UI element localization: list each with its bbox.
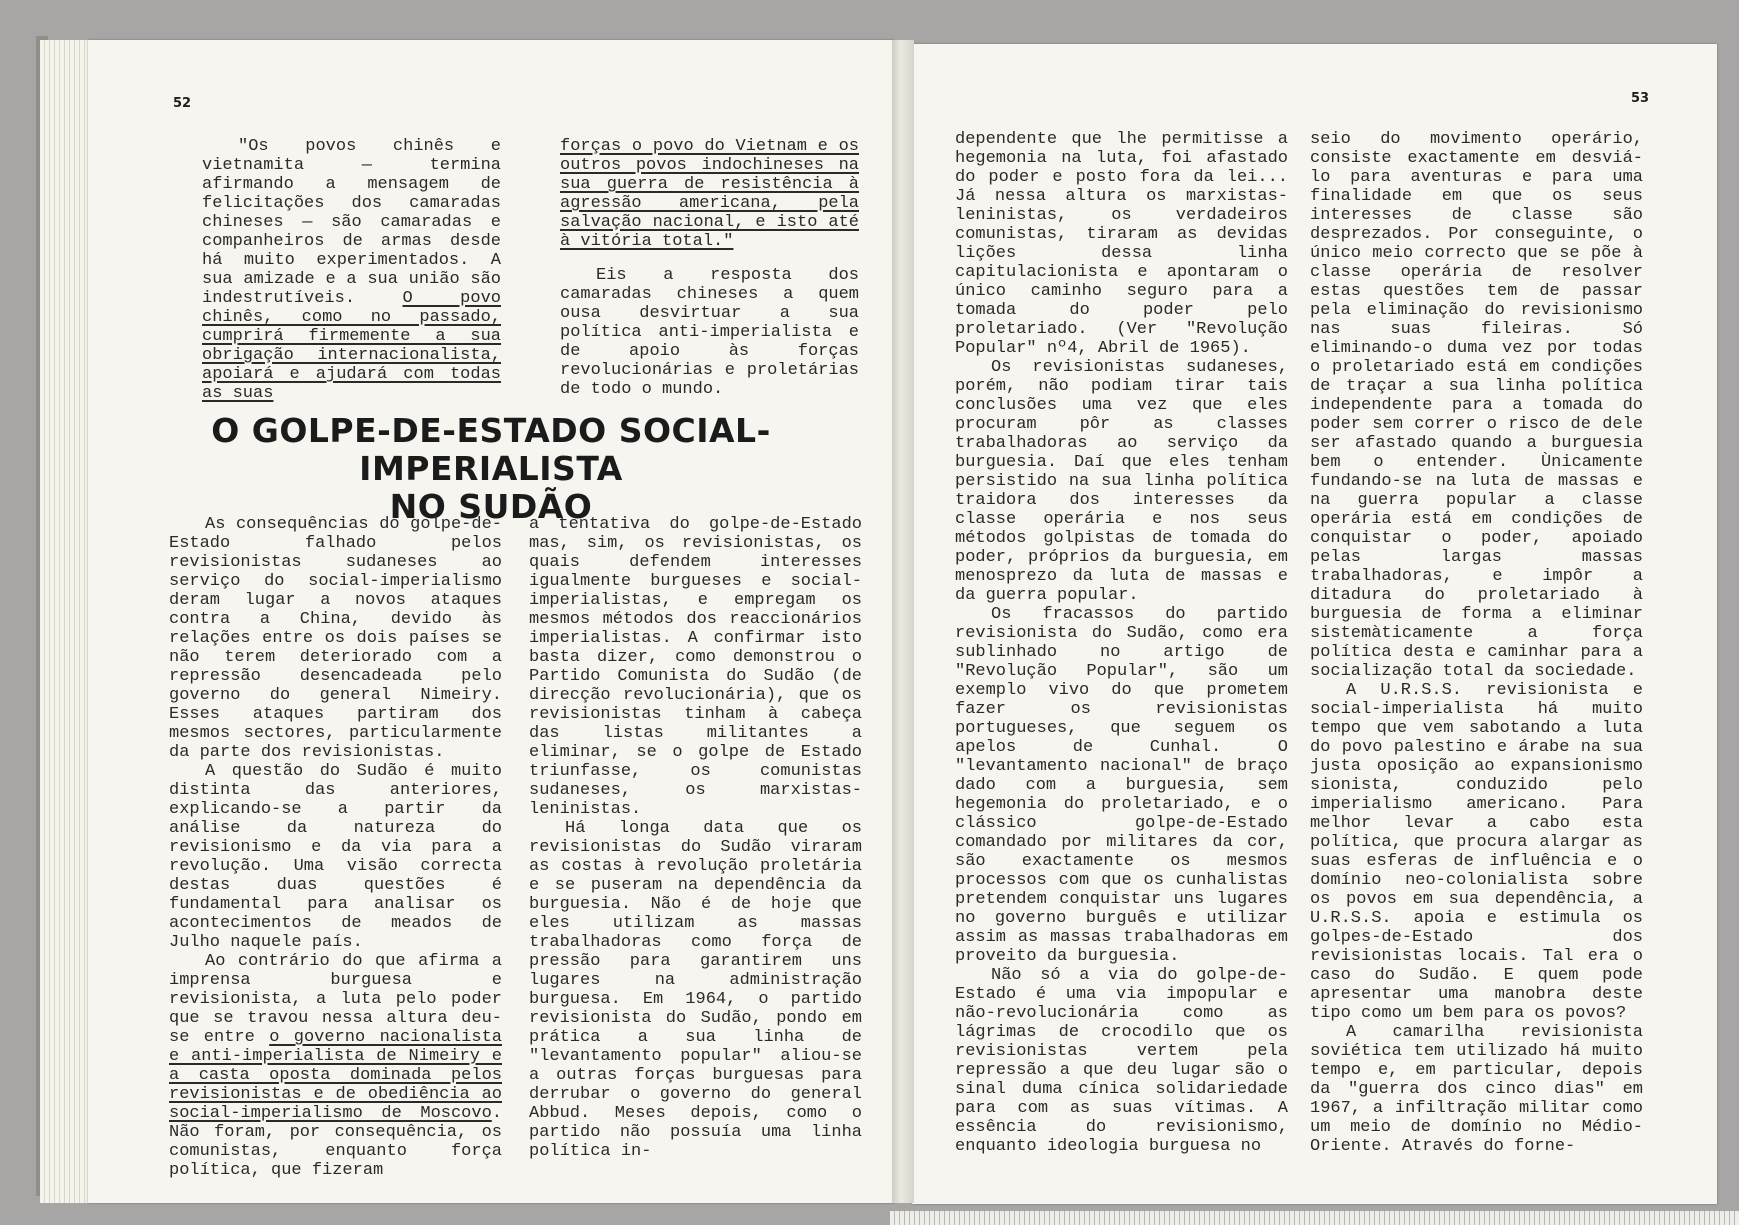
paragraph: seio do movimento operário, consiste exactamente em desviá-lo para aventuras e para uma finalidade em que os seus interesses de classe são desprezados. Por conseguinte, o único meio correcto que se põe à classe operária de resolver estas questões tem de passar pela eliminação do revisionismo nas suas fileiras. Só eliminando-o duma vez por todas o proletariado está em condições de traçar a sua linha política independente para a tomada do poder sem correr o risco de dele ser afastado quando a burguesia bem o entender. Ùnicamente fundando-se na luta de massas e na guerra popular a classe operária está em condições de conquistar o poder, apoiado pelas largas massas trabalhadoras, e impôr a ditadura do proletariado à burguesia de forma a eliminar sistemàticamente a força política desta e caminhar para a socialização total da sociedade. xyxy=(1310,130,1643,681)
intro-paragraph-1 xyxy=(202,137,501,403)
paragraph: Há longa data que os revisionistas do Sudão viraram as costas à revolução proletária e se puseram na dependência da burguesia. Não é de hoje que eles utilizam as massas trabalhadoras como força de pressão para garantirem uns lugares na administração burguesa. Em 1964, o partido revisionista do Sudão, pondo em prática a sua linha de "levantamento popular" aliou-se a outras forças burguesas para derrubar o governo do general Abbud. Meses depois, como o partido não possuía uma linha política in- xyxy=(529,819,862,1161)
intro-column-2 xyxy=(560,137,859,399)
right-column-1 xyxy=(955,130,1288,1156)
paragraph xyxy=(169,952,502,1180)
paragraph: A U.R.S.S. revisionista e social-imperialista há muito tempo que vem sabotando a luta do povo palestino e árabe na sua justa oposição ao expansionismo sionista, conduzido pelo imperialismo americano. Para melhor levar a cabo esta política, que procura alargar as suas esferas de influência e o domínio neo-colonialista sobre os povos em sua dependência, a U.R.S.S. apoia e estimula os golpes-de-Estado dos revisionistas locais. Tal era o caso do Sudão. E quem pode apresentar uma manobra deste tipo como um bem para os povos? xyxy=(1310,681,1643,1023)
title-line-2: NO SUDÃO xyxy=(389,487,593,526)
book-gutter xyxy=(892,40,914,1203)
intro-underlined-continuation xyxy=(560,137,859,251)
paragraph: As consequências do golpe-de-Estado falhado pelos revisionistas sudaneses ao serviço do social-imperialismo deram lugar a novos ataques contra a China, devido às relações entre os dois países se não terem deteriorado com a repressão desencadeada pelo governo do general Nimeiry. Esses ataques partiram dos mesmos sectores, particularmente da parte dos revisionistas. xyxy=(169,515,502,762)
left-column-1 xyxy=(169,515,502,1180)
right-column-2 xyxy=(1310,130,1643,1156)
paragraph: A questão do Sudão é muito distinta das anteriores, explicando-se a partir da análise da natureza do revisionismo e da via para a revolução. Uma visão correcta destas duas questões é fundamental para analisar os acontecimentos de meados de Julho naquele país. xyxy=(169,762,502,952)
paragraph: a tentativa do golpe-de-Estado mas, sim, os revisionistas, os quais defendem interesses igualmente burgueses e social-imperialistas, e empregam os mesmos métodos dos reaccionários imperialistas. A confirmar isto basta dizer, como demonstrou o Partido Comunista do Sudão (de direcção revolucionária), que os revisionistas tinham à cabeça das listas militantes a eliminar, se o golpe de Estado triunfasse, os comunistas sudaneses, os marxistas-leninistas. xyxy=(529,515,862,819)
paragraph-text: Ao contrário do que afirma a imprensa burguesa e revisionista, a luta pelo poder que se travou nessa altura deu-se entre xyxy=(169,952,502,1047)
page-number-left: 52 xyxy=(173,96,192,111)
intro-underlined-continuation-text: forças o povo do Vietnam e os outros povos indochineses na sua guerra de resistência à agressão americana, pela salvação nacional, e isto até à vitória total." xyxy=(560,137,859,251)
paragraph: Não só a via do golpe-de-Estado é uma via impopular e não-revolucionária como as lágrimas de crocodilo que os revisionistas vertem pela repressão a que deu lugar são o sinal duma cínica solidariedade para com as suas vítimas. A essência do revisionismo, enquanto ideologia burguesa no xyxy=(955,966,1288,1156)
intro-column-1 xyxy=(202,137,501,403)
intro-quote-text: "Os povos chinês e vietnamita — termina afirmando a mensagem de felicitações dos camaradas chineses — são camaradas e companheiros de armas desde há muito experimentados. A sua amizade e a sua união são indestrutíveis. xyxy=(202,137,501,308)
title-line-1: O GOLPE-DE-ESTADO SOCIAL-IMPERIALISTA xyxy=(211,411,771,488)
left-column-2 xyxy=(529,515,862,1161)
article-title xyxy=(88,412,894,526)
paragraph: Os fracassos do partido revisionista do Sudão, como era sublinhado no artigo de "Revolução Popular", são um exemplo vivo do que prometem fazer os revisionistas portugueses, que seguem os apelos de Cunhal. O "levantamento nacional" de braço dado com a burguesia, sem hegemonia do proletariado, e o clássico golpe-de-Estado comandado por militares da cor, são exactamente os mesmos processos com que os cunhalistas pretendem conquistar uns lugares no governo burguês e utilizar assim as massas trabalhadoras em proveito da burguesia. xyxy=(955,605,1288,966)
page-number-right: 53 xyxy=(1631,91,1650,106)
scan-ruler xyxy=(890,1211,1739,1225)
paragraph: dependente que lhe permitisse a hegemonia na luta, foi afastado do poder e posto fora da lei... Já nessa altura os marxistas-leninistas, os verdadeiros comunistas, tiraram as devidas lições dessa linha capitulacionista e apontaram o único caminho seguro para a tomada do poder pelo proletariado. (Ver "Revolução Popular" nº4, Abril de 1965). xyxy=(955,130,1288,358)
intro-underlined-quote: O povo chinês, como no passado, cumprirá firmemente a sua obrigação internacionalista, apoiará e ajudará com todas as suas xyxy=(202,289,501,403)
paragraph: Os revisionistas sudaneses, porém, não podiam tirar tais conclusões uma vez que eles procuram pôr as classes trabalhadoras ao serviço da burguesia. Daí que eles tenham persistido na sua linha política traidora dos interesses da classe operária e nos seus métodos golpistas de tomada do poder, próprios da burguesia, em menosprezo da luta de massas e da guerra popular. xyxy=(955,358,1288,605)
intro-paragraph-2: Eis a resposta dos camaradas chineses a quem ousa desvirtuar a sua política anti-imperialista e de apoio às forças revolucionárias e proletárias de todo o mundo. xyxy=(560,266,859,399)
paragraph: A camarilha revisionista soviética tem utilizado há muito tempo e, em particular, depois da "guerra dos cinco dias" em 1967, a infiltração militar como um meio de domínio no Médio-Oriente. Através do forne- xyxy=(1310,1023,1643,1156)
underlined-text: o governo nacionalista e anti-imperialista de Nimeiry e a casta oposta dominada pelos revisionistas e de obediência ao social-imperialismo de Moscovo xyxy=(169,1028,502,1123)
paragraph-text: . Não foram, por consequência, os comunistas, enquanto força política, que fizeram xyxy=(169,1104,502,1180)
